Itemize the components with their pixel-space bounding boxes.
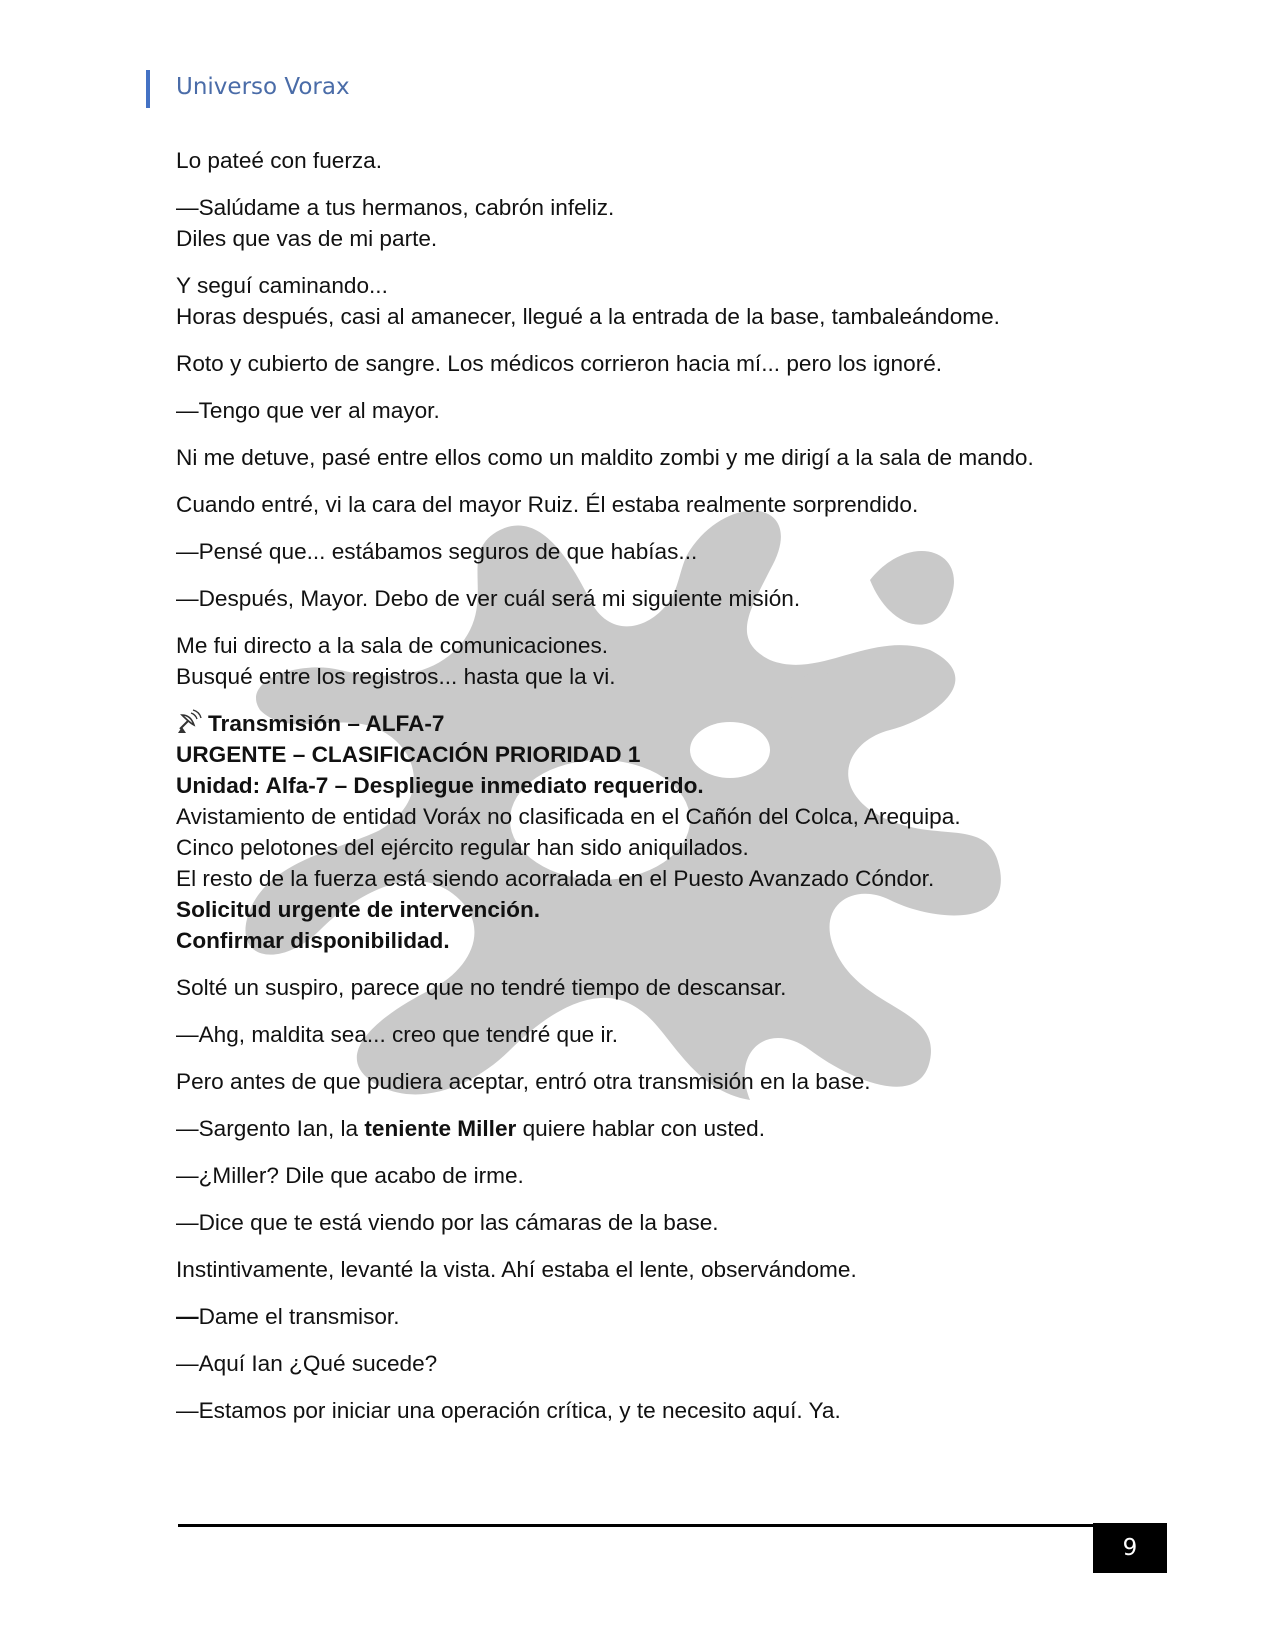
paragraph-text: Ni me detuve, pasé entre ellos como un maldito zombi y me dirigí a la sala de mando. bbox=[176, 445, 1034, 470]
dialogue-line: —Sargento Ian, la bbox=[176, 1116, 365, 1141]
paragraph bbox=[176, 348, 1116, 379]
paragraph bbox=[176, 395, 1116, 426]
paragraph bbox=[176, 536, 1116, 567]
paragraph-text: Lo pateé con fuerza. bbox=[176, 148, 383, 173]
transmission-title: Transmisión – ALFA-7 bbox=[176, 711, 444, 736]
paragraph bbox=[176, 489, 1116, 520]
page-number: 9 bbox=[1093, 1523, 1167, 1573]
header-accent-bar bbox=[146, 70, 150, 108]
paragraph-text: Pero antes de que pudiera aceptar, entró otra transmisión en la base. bbox=[176, 1069, 871, 1094]
paragraph-text: Y seguí caminando... bbox=[176, 273, 388, 298]
paragraph bbox=[176, 1207, 1116, 1238]
paragraph bbox=[176, 1301, 1116, 1332]
dialogue-line: —Tengo que ver al mayor. bbox=[176, 398, 440, 423]
dialogue-line: —¿Miller? Dile que acabo de irme. bbox=[176, 1163, 524, 1188]
transmission-priority: URGENTE – CLASIFICACIÓN PRIORIDAD 1 bbox=[176, 742, 641, 767]
paragraph bbox=[176, 1395, 1116, 1426]
dialogue-line: Dame el transmisor. bbox=[198, 1304, 400, 1329]
paragraph bbox=[176, 1019, 1116, 1050]
book-title-header: Universo Vorax bbox=[176, 74, 350, 100]
dialogue-line: —Aquí Ian ¿Qué sucede? bbox=[176, 1351, 438, 1376]
paragraph bbox=[176, 1160, 1116, 1191]
footer-rule bbox=[178, 1524, 1098, 1527]
paragraph bbox=[176, 270, 1116, 332]
paragraph bbox=[176, 972, 1116, 1003]
paragraph-text: Roto y cubierto de sangre. Los médicos corrieron hacia mí... pero los ignoré. bbox=[176, 351, 943, 376]
transmission-block bbox=[176, 708, 1116, 956]
dialogue-line: —Pensé que... estábamos seguros de que habías... bbox=[176, 539, 698, 564]
paragraph bbox=[176, 1113, 1116, 1144]
paragraph bbox=[176, 1066, 1116, 1097]
page-body bbox=[176, 145, 1116, 1442]
paragraph bbox=[176, 1254, 1116, 1285]
dialogue-line: —Salúdame a tus hermanos, cabrón infeliz. bbox=[176, 195, 615, 220]
paragraph-text: Me fui directo a la sala de comunicaciones. bbox=[176, 633, 609, 658]
transmission-line: Avistamiento de entidad Voráx no clasificada en el Cañón del Colca, Arequipa. bbox=[176, 804, 961, 829]
paragraph-text: Cuando entré, vi la cara del mayor Ruiz. Él estaba realmente sorprendido. bbox=[176, 492, 919, 517]
satellite-antenna-icon bbox=[176, 709, 202, 735]
paragraph bbox=[176, 192, 1116, 254]
paragraph-text: Instintivamente, levanté la vista. Ahí estaba el lente, observándome. bbox=[176, 1257, 857, 1282]
paragraph-text: Solté un suspiro, parece que no tendré tiempo de descansar. bbox=[176, 975, 787, 1000]
dialogue-line: quiere hablar con usted. bbox=[516, 1116, 766, 1141]
paragraph bbox=[176, 145, 1116, 176]
transmission-line: El resto de la fuerza está siendo acorralada en el Puesto Avanzado Cóndor. bbox=[176, 866, 935, 891]
dialogue-line: —Después, Mayor. Debo de ver cuál será mi siguiente misión. bbox=[176, 586, 801, 611]
dialogue-line: —Dice que te está viendo por las cámaras de la base. bbox=[176, 1210, 719, 1235]
dialogue-line: —Ahg, maldita sea... creo que tendré que ir. bbox=[176, 1022, 619, 1047]
transmission-line: Cinco pelotones del ejército regular han sido aniquilados. bbox=[176, 835, 749, 860]
dialogue-line: Diles que vas de mi parte. bbox=[176, 226, 438, 251]
paragraph bbox=[176, 442, 1036, 473]
bold-name: teniente Miller bbox=[364, 1116, 517, 1141]
paragraph-text: Busqué entre los registros... hasta que la vi. bbox=[176, 664, 616, 689]
paragraph bbox=[176, 630, 1116, 692]
dialogue-line: —Estamos por iniciar una operación crítica, y te necesito aquí. Ya. bbox=[176, 1398, 841, 1423]
transmission-request: Solicitud urgente de intervención. bbox=[176, 897, 541, 922]
transmission-confirm: Confirmar disponibilidad. bbox=[176, 928, 450, 953]
paragraph-text: Horas después, casi al amanecer, llegué a la entrada de la base, tambaleándome. bbox=[176, 304, 1000, 329]
transmission-unit: Unidad: Alfa-7 – Despliegue inmediato requerido. bbox=[176, 773, 704, 798]
dialogue-dash: — bbox=[176, 1304, 199, 1329]
paragraph bbox=[176, 583, 1116, 614]
paragraph bbox=[176, 1348, 1116, 1379]
